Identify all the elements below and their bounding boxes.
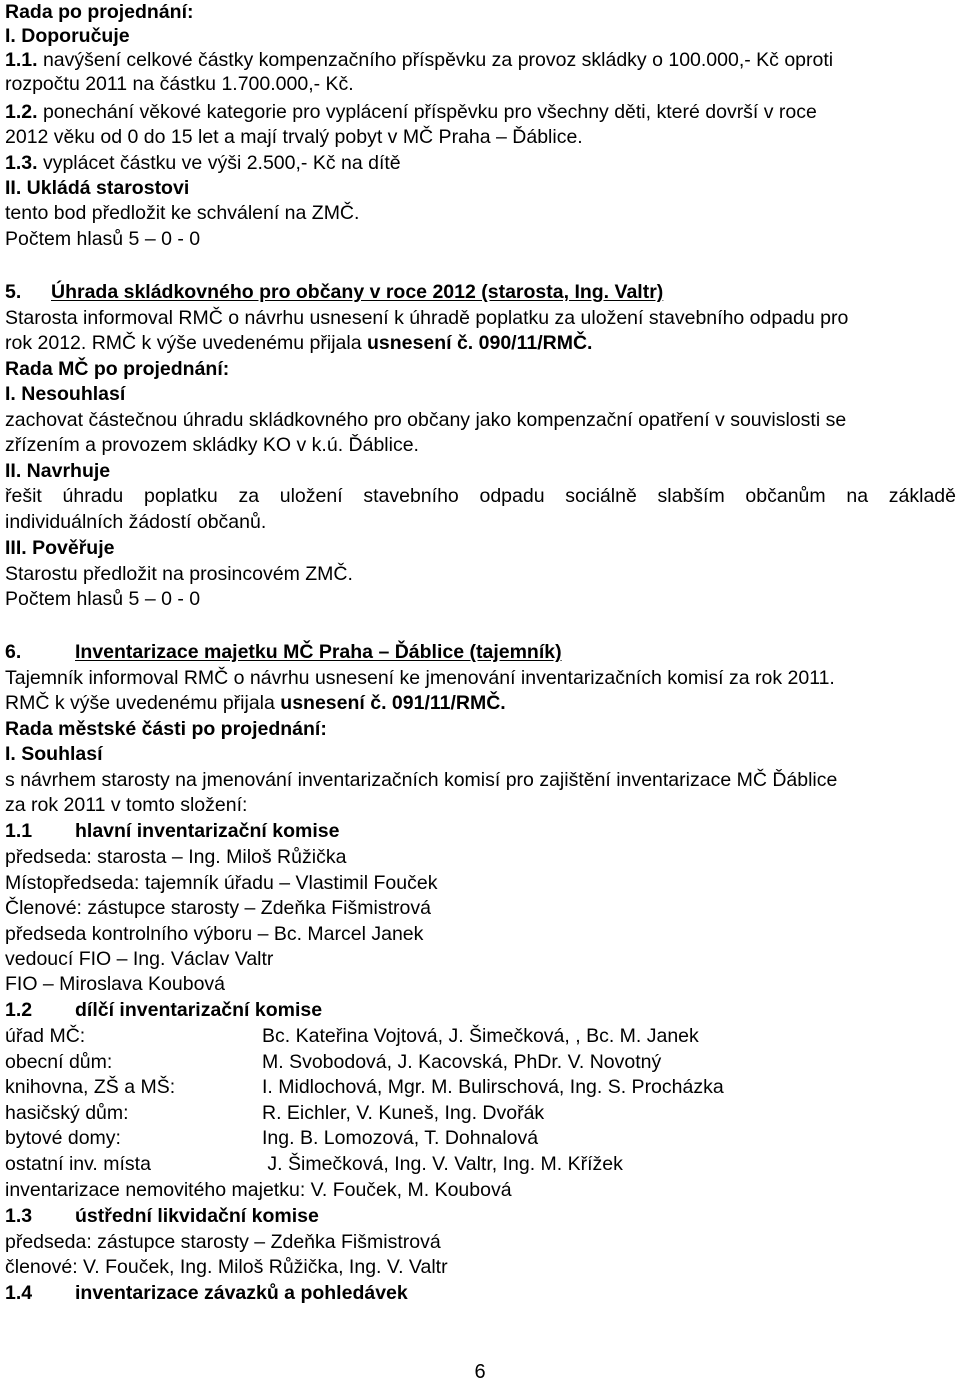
subheading-uklada: II. Ukládá starostovi <box>5 177 190 199</box>
nesouhlasi-text-continuation: zřízením a provozem skládky KO v k.ú. Ďáblice. <box>5 434 419 456</box>
agenda-6-intro: Tajemník informoval RMČ o návrhu usnesení ke jmenování inventarizačních komisí za rok 2011. <box>5 667 835 689</box>
intro-text: rok 2012. RMČ k výše uvedenému přijala <box>5 332 362 354</box>
row-value: R. Eichler, V. Kuneš, Ing. Dvořák <box>262 1102 545 1124</box>
poveruje-text: Starostu předložit na prosincovém ZMČ. <box>5 563 353 585</box>
row-label: obecní dům: <box>5 1051 113 1073</box>
agenda-5-intro: Starosta informoval RMČ o návrhu usnesení k úhradě poplatku za uložení stavebního odpadu pro <box>5 307 849 329</box>
subheading-navrhuje: II. Navrhuje <box>5 460 111 482</box>
intro-text: RMČ k výše uvedenému přijala <box>5 692 275 714</box>
agenda-title: Úhrada skládkovného pro občany v roce 2012 (starosta, Ing. Valtr) <box>51 281 664 303</box>
item-1-1 <box>5 48 833 72</box>
commission-member: Místopředseda: tajemník úřadu – Vlastimil Fouček <box>5 872 438 894</box>
subheading-poveruje: III. Pověřuje <box>5 537 115 559</box>
row-value: M. Svobodová, J. Kacovská, PhDr. V. Novotný <box>262 1051 662 1073</box>
section-heading: Rada městské části po projednání: <box>5 718 327 740</box>
commission-number: 1.1 <box>5 820 33 842</box>
row-value: Ing. B. Lomozová, T. Dohnalová <box>262 1127 539 1149</box>
commission-row <box>5 1101 956 1125</box>
commission-row <box>5 1075 956 1099</box>
souhlasi-text: s návrhem starosty na jmenování inventarizačních komisí pro zajištění inventarizace MČ Ďáblice <box>5 769 838 791</box>
resolution-number: usnesení č. 090/11/RMČ. <box>367 332 593 354</box>
commission-title: inventarizace závazků a pohledávek <box>75 1282 408 1304</box>
commission-title: hlavní inventarizační komise <box>75 820 340 842</box>
section-heading: Rada po projednání: <box>5 1 194 23</box>
commission-row <box>5 1050 956 1074</box>
commission-1-1-heading <box>5 819 339 843</box>
resolution-number: usnesení č. 091/11/RMČ. <box>280 692 506 714</box>
commission-1-3-heading <box>5 1204 319 1228</box>
commission-number: 1.3 <box>5 1205 33 1227</box>
uklada-text: tento bod předložit ke schválení na ZMČ. <box>5 202 360 224</box>
item-1-3 <box>5 151 401 175</box>
subheading-doporucuje: I. Doporučuje <box>5 25 130 47</box>
row-value: J. Šimečková, Ing. V. Valtr, Ing. M. Křížek <box>262 1153 623 1175</box>
agenda-title: Inventarizace majetku MČ Praha – Ďáblice (tajemník) <box>75 641 562 663</box>
navrhuje-text: řešit úhradu poplatku za uložení stavebního odpadu sociálně slabším občanům na základě <box>5 485 956 507</box>
commission-number: 1.2 <box>5 999 33 1021</box>
commission-member: členové: V. Fouček, Ing. Miloš Růžička, Ing. V. Valtr <box>5 1256 448 1278</box>
commission-title: ústřední likvidační komise <box>75 1205 319 1227</box>
commission-member: vedoucí FIO – Ing. Václav Valtr <box>5 948 274 970</box>
item-text: navýšení celkové částky kompenzačního příspěvku za provoz skládky o 100.000,- Kč oproti <box>42 49 834 71</box>
commission-member: Členové: zástupce starosty – Zdeňka Fišmistrová <box>5 897 431 919</box>
item-text: vyplácet částku ve výši 2.500,- Kč na dítě <box>42 152 401 174</box>
agenda-number: 5. <box>5 281 22 303</box>
agenda-item-6 <box>5 640 562 664</box>
agenda-5-intro-continuation <box>5 331 592 355</box>
row-label: úřad MČ: <box>5 1025 86 1047</box>
commission-member: předseda kontrolního výboru – Bc. Marcel Janek <box>5 923 424 945</box>
row-label: hasičský dům: <box>5 1102 129 1124</box>
item-1-2-continuation: 2012 věku od 0 do 15 let a mají trvalý pobyt v MČ Praha – Ďáblice. <box>5 126 583 148</box>
commission-1-2-heading <box>5 998 322 1022</box>
navrhuje-text-continuation: individuálních žádostí občanů. <box>5 511 267 533</box>
subheading-nesouhlasi: I. Nesouhlasí <box>5 383 126 405</box>
row-label: knihovna, ZŠ a MŠ: <box>5 1076 176 1098</box>
row-value: I. Midlochová, Mgr. M. Bulirschová, Ing. S. Procházka <box>262 1076 724 1098</box>
votes: Počtem hlasů 5 – 0 - 0 <box>5 228 201 250</box>
commission-member: FIO – Miroslava Koubová <box>5 973 226 995</box>
row-value: Bc. Kateřina Vojtová, J. Šimečková, , Bc. M. Janek <box>262 1025 699 1047</box>
agenda-6-intro-continuation <box>5 691 506 715</box>
subheading-souhlasi: I. Souhlasí <box>5 743 103 765</box>
commission-title: dílčí inventarizační komise <box>75 999 323 1021</box>
agenda-number: 6. <box>5 641 22 663</box>
item-1-2 <box>5 100 817 124</box>
item-number: 1.3. <box>5 152 38 174</box>
commission-row <box>5 1126 956 1150</box>
page-number: 6 <box>474 1361 486 1383</box>
commission-1-4-heading <box>5 1281 408 1305</box>
nesouhlasi-text: zachovat částečnou úhradu skládkovného pro občany jako kompenzační opatření v souvislosti se <box>5 409 847 431</box>
commission-member: předseda: zástupce starosty – Zdeňka Fišmistrová <box>5 1231 441 1253</box>
commission-row <box>5 1152 956 1176</box>
item-text: ponechání věkové kategorie pro vyplácení příspěvku pro všechny děti, které dovrší v roce <box>42 101 817 123</box>
row-label: bytové domy: <box>5 1127 121 1149</box>
commission-member: předseda: starosta – Ing. Miloš Růžička <box>5 846 347 868</box>
commission-number: 1.4 <box>5 1282 33 1304</box>
item-number: 1.1. <box>5 49 38 71</box>
votes: Počtem hlasů 5 – 0 - 0 <box>5 588 201 610</box>
row-label: ostatní inv. místa <box>5 1153 151 1175</box>
agenda-item-5 <box>5 280 663 304</box>
item-number: 1.2. <box>5 101 38 123</box>
commission-row <box>5 1024 956 1048</box>
section-heading: Rada MČ po projednání: <box>5 358 230 380</box>
souhlasi-text-continuation: za rok 2011 v tomto složení: <box>5 794 248 816</box>
commission-extra: inventarizace nemovitého majetku: V. Fouček, M. Koubová <box>5 1179 512 1201</box>
item-1-1-continuation: rozpočtu 2011 na částku 1.700.000,- Kč. <box>5 73 354 95</box>
